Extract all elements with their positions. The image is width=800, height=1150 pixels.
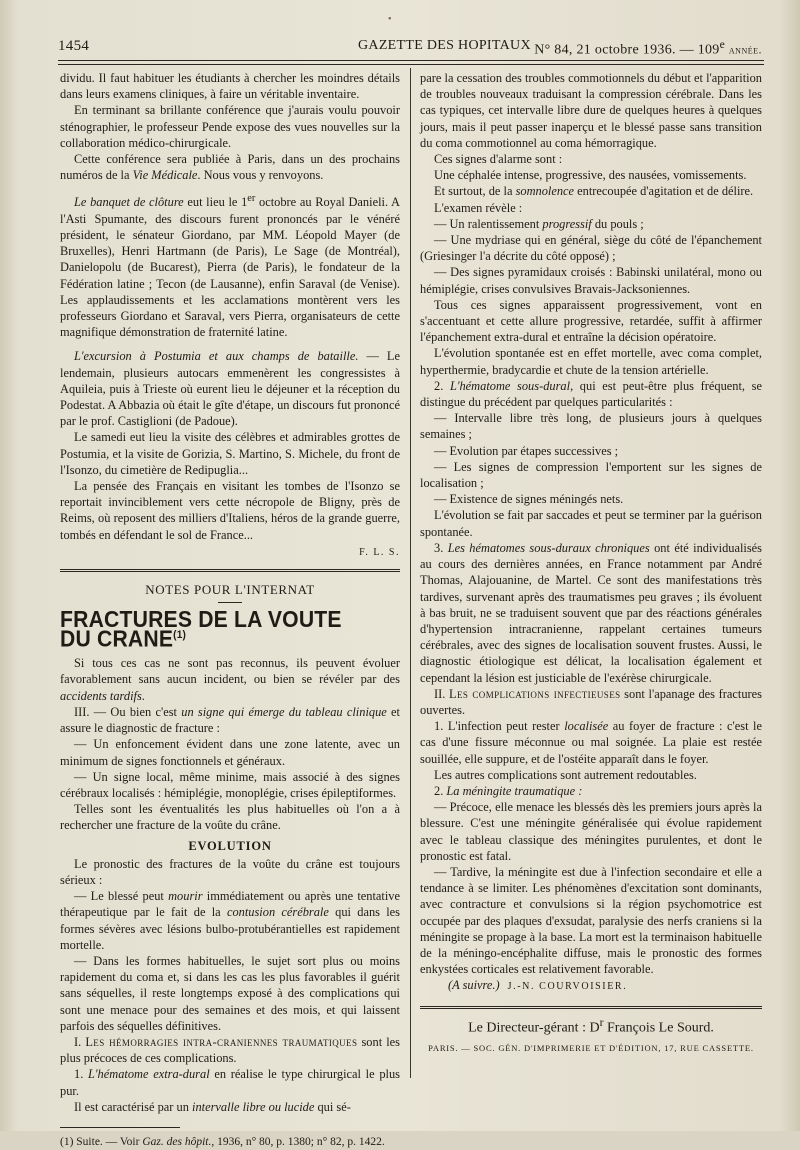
- paragraph: pare la cessation des troubles commotionnels du début et l'apparition de troubles nouveaux traduisant la compression cérébrale. Dans les cas typiques, cet intervalle libre dure de quelques heures à quelques jours, mais il peut passer inaperçu et le blessé passe sans transition du coma commotionnel au coma hémorragique.: [420, 71, 762, 150]
- paragraph: Ces signes d'alarme sont :: [434, 152, 563, 167]
- left-column: [60, 70, 400, 1150]
- paragraph: — Le blessé peut mourir immédiatement ou après une tentative thérapeutique par le fait de la contusion cérébrale qui dans les formes sévères avec lésions bulbo-protubérantielles est rapidement mortelle.: [60, 889, 400, 952]
- paragraph: 1. L'hématome extra-dural en réalise le type chirurgical le plus pur.: [60, 1067, 401, 1098]
- paragraph: Le samedi eut lieu la visite des célèbres et admirables grottes de Postumia, et la visite de Gorizia, S. Martino, S. Michele, du front de l'Isonzo, du cimetière de Redipuglia...: [60, 430, 400, 477]
- paragraph: I. Les hémorragies intra-craniennes traumatiques sont les plus précoces de ces complications.: [60, 1034, 401, 1066]
- paragraph-banquet: Le banquet de clôture eut lieu le 1er octobre au Royal Danieli. A l'Asti Spumante, des discours furent prononcés par le vénéré président, le sénateur Giordano, par MM. Léopold Mayer (de Bruxelles), Henri Hartmann (de Paris), Le Sage (de Montréal), Danielopolu (de Bucarest), Pierra (de Paris), le fondateur de la Fédération latine ; Tecon (de Lausanne), enfin Saraval (de Venise). Les applaudissements et les acclamations montèrent vers les professeurs Giordano et Saraval, vers Pierra, organisateurs de cette magnifique démonstration de fraternité latine.: [60, 193, 400, 340]
- paragraph: 2. L'hématome sous-dural, qui est peut-être plus fréquent, se distingue du précédent par quelques particularités :: [420, 378, 762, 410]
- subheading-evolution: EVOLUTION: [188, 838, 272, 853]
- paragraph: — Intervalle libre très long, de plusieurs jours à quelques semaines ;: [420, 411, 762, 442]
- divider: [218, 602, 242, 603]
- page-mark: •: [388, 14, 392, 25]
- header-rule: [58, 60, 764, 61]
- paragraph: En terminant sa brillante conférence que j'aurais voulu pouvoir sténographier, le professeur Pende expose des vues nouvelles sur la collaboration médico-chirurgicale.: [60, 103, 400, 150]
- author-initials: F. L. S.: [359, 546, 400, 558]
- paragraph: L'examen révèle :: [434, 200, 523, 215]
- paragraph: Le pronostic des fractures de la voûte du crâne est toujours sérieux :: [60, 856, 400, 887]
- paragraph-excursion: L'excursion à Postumia et aux champs de bataille. — Le lendemain, plusieurs autocars emmenèrent les congressistes à Aquileia, puis à Trieste où eurent lieu le déjeuner et la réception du Podestat. A Abbazia où était le gîte d'étape, un discours fut prononcé par le prof. Castiglioni (de Padoue).: [60, 349, 400, 429]
- paragraph: dividu. Il faut habituer les étudiants à chercher les moindres détails dans leurs examens cliniques, à faire un véritable inventaire.: [60, 71, 400, 102]
- paragraph: La pensée des Français en visitant les tombes de l'Isonzo se reportait invinciblement vers cette nécropole de Bligny, près de Reims, où reposent des milliers d'Italiens, héros de la grande guerre, tombés en défendant le sol de France...: [60, 479, 400, 542]
- paragraph: Cette conférence sera publiée à Paris, dans un des prochains numéros de la Vie Médicale. Nous vous y renvoyons.: [60, 152, 400, 183]
- paragraph: — Une mydriase qui en général, siège du côté de l'épanchement (Griesinger l'a décrite du côté opposé) ;: [420, 233, 762, 264]
- header-rule-2: [58, 64, 764, 65]
- paragraph: Les autres complications sont autrement redoutables.: [434, 767, 697, 782]
- page-number: 1454: [58, 38, 90, 54]
- section-title: NOTES POUR L'INTERNAT: [145, 582, 315, 598]
- to-be-continued: (A suivre.) J.-N. COURVOISIER.: [448, 978, 628, 993]
- paragraph: Une céphalée intense, progressive, des nausées, vomissements.: [434, 168, 747, 183]
- article-title: FRACTURES DE LA VOUTE DU CRANE$^{(1)}$: [60, 606, 342, 653]
- footer-rule: [420, 1006, 762, 1009]
- paragraph: — Un ralentissement progressif du pouls ;: [434, 216, 644, 231]
- paragraph: — Dans les formes habituelles, le sujet sort plus ou moins rapidement du coma et, si dans les cas les plus favorables il guérit sans séquelles, il reste longtemps exposé à des complications qui sont une menace pour des semaines et des mois, et qui laissent parfois des séquelles définitives.: [60, 953, 400, 1033]
- paragraph: Et surtout, de la somnolence entrecoupée d'agitation et de délire.: [434, 184, 754, 199]
- paragraph: — Tardive, la méningite est due à l'infection secondaire et elle a tendance à se limiter. Les phénomènes d'excitation sont dominants, avec contracture et convulsions si la région psychomotrice est occupée par des plaques d'exsudat, paralysie des nerfs craniens si la méningite se propage à la base. La mort est la terminaison habituelle de la méningo-encéphalite diffuse, mais le pronostic des formes enkystées corticales est relativement favorable.: [420, 864, 762, 977]
- section-rule: [60, 569, 400, 572]
- paragraph: — Précoce, elle menace les blessés dès les premiers jours après la blessure. C'est une méningite généralisée qui évolue rapidement avec le tableau classique des méningites purulentes, et dont le pronostic est fatal.: [420, 800, 762, 863]
- footnote-rule: [60, 1127, 180, 1128]
- journal-title: GAZETTE DES HOPITAUX: [358, 38, 531, 53]
- paragraph: Il est caractérisé par un intervalle libre ou lucide qui sé-: [74, 1099, 351, 1114]
- printer-line: PARIS. — SOC. GÉN. D'IMPRIMERIE ET D'ÉDITION, 17, RUE CASSETTE.: [428, 1043, 754, 1054]
- author-signature: J.-N. COURVOISIER.: [507, 981, 628, 993]
- paragraph: — Les signes de compression l'emportent sur les signes de localisation ;: [420, 459, 762, 491]
- footnote: (1) Suite. — Voir Gaz. des hôpit., 1936, n° 80, p. 1380; n° 82, p. 1422.: [60, 1135, 385, 1148]
- director-line: Le Directeur-gérant : $D^r$ François Le Sourd.: [468, 1015, 714, 1036]
- right-column: [420, 70, 762, 1057]
- paragraph: Si tous ces cas ne sont pas reconnus, ils peuvent évoluer favorablement sans aucun incident, ou bien se révéler par des accidents tardifs.: [60, 656, 400, 703]
- paragraph: 1. L'infection peut rester localisée au foyer de fracture : c'est le cas d'une fissure méconnue ou mal soignée. La plaie est restée souillée, elle suppure, et de l'ostéite apparaît dans le foyer.: [420, 719, 762, 766]
- paragraph: Tous ces signes apparaissent progressivement, vont en s'accentuant et cette allure progressive, retardée, suffit à affirmer l'épanchement extra-dural et entraîne la décision opératoire.: [420, 297, 762, 345]
- paragraph: — Des signes pyramidaux croisés : Babinski unilatéral, mono ou hémiplégie, crises convulsives Bravais-Jacksoniennes.: [420, 265, 762, 296]
- paragraph: — Un signe local, même minime, mais associé à des signes cérébraux localisés : hémiplégie, monoplégie, crises épileptiformes.: [60, 769, 400, 800]
- paragraph: 3. Les hématomes sous-duraux chroniques ont été individualisés au cours des dernières années, en France notamment par André Thomas, Alajouanine, de Martel. Ce sont des manifestations très tardives, survenant après des traumatismes peu graves ; ils évoluent à bas bruit, ne se traduisent souvent que par des réactions générales d'hypertension intracranienne, rappelant certaines tumeurs cérébrales, avec des signes de localisation souvent frustes. Aussi, le diagnostic étiologique est délicat, la localisation également et cependant la lésion est justiciable de l'exérèse chirurgicale.: [420, 540, 762, 685]
- paragraph: 2. La méningite traumatique :: [434, 783, 583, 798]
- column-divider: [410, 68, 411, 1078]
- paragraph: — Evolution par étapes successives ;: [434, 443, 619, 458]
- issue-info: N° 84, 21 octobre 1936. — 109e année.: [534, 38, 762, 58]
- paragraph: L'évolution spontanée est en effet mortelle, avec coma complet, hyperthermie, bradycardie et chute de la tension artérielle.: [420, 346, 762, 377]
- paragraph: Telles sont les éventualités les plus habituelles où l'on a à rechercher une fracture de la voûte du crâne.: [60, 802, 400, 833]
- paragraph: L'évolution se fait par saccades et peut se terminer par la guérison spontanée.: [420, 508, 762, 539]
- paragraph: III. — Ou bien c'est un signe qui émerge du tableau clinique et assure le diagnostic de fracture :: [60, 704, 401, 736]
- page-header: [58, 36, 762, 56]
- paragraph: — Un enfoncement évident dans une zone latente, avec un minimum de signes fonctionnels et généraux.: [60, 737, 400, 768]
- paragraph: — Existence de signes méningés nets.: [434, 492, 624, 507]
- paragraph: II. Les complications infectieuses sont l'apanage des fractures ouvertes.: [420, 686, 762, 717]
